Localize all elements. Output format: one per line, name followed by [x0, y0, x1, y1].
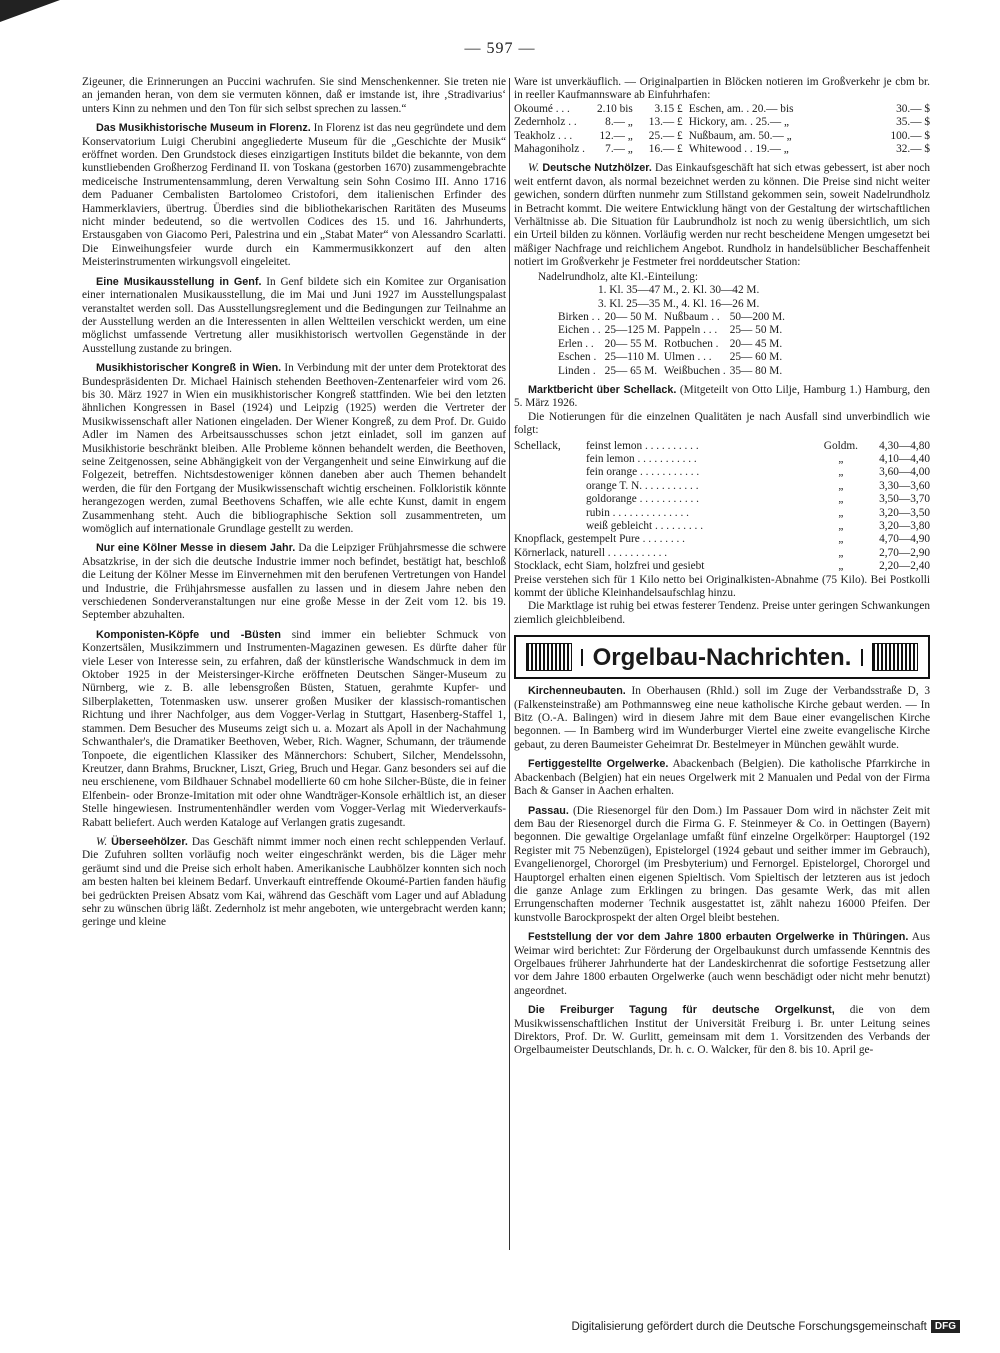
schellack-intro: Die Notierungen für die einzelnen Qualitäten je nach Ausfall sind unverbindlich wie folgt:: [514, 410, 930, 437]
laubholz-cell: Eichen . .: [558, 324, 601, 337]
schellack-quote: „: [838, 560, 844, 573]
wood-price-cell: Teakholz . . .: [514, 129, 573, 142]
schellack-price: 3,20—3,50: [879, 506, 930, 519]
article-thueringen: [514, 931, 930, 998]
laubholz-cell: 25— 65 M.: [604, 364, 658, 377]
schellack-row: [514, 480, 930, 493]
schellack-row: [514, 507, 930, 520]
schellack-table: [514, 440, 930, 574]
schellack-quality: rubin . . . . . . . . . . . . . .: [586, 506, 689, 519]
schellack-label: [514, 520, 586, 533]
schellack-label: Körnerlack, naturell . . . . . . . . . . .: [514, 546, 668, 559]
wood-price-cell: 7.— „: [605, 143, 633, 156]
page-corner-mark: [0, 0, 60, 22]
schellack-price: 4,10—4,40: [879, 452, 930, 465]
schellack-row: [514, 560, 930, 573]
wood-price-cell: Hickory, am. . 25.— „: [688, 116, 789, 129]
wood-price-cell: 3.15 £: [654, 102, 683, 115]
article-nutzhoelzer: [514, 162, 930, 269]
banner-title: Orgelbau-Nachrichten.: [581, 649, 864, 666]
schellack-label: Knopflack, gestempelt Pure . . . . . . . .: [514, 533, 685, 546]
text-thueringen: Aus Weimar wird berichtet: Zur Förderung der Orgelbaukunst durch umfassende Kenntnis des Orgelbaues früherer Jahrhunderte hat der Landeskirchenrat die sofortige Festsetzung aller vor dem Jahre 1800 erbauten Orgelwerke (auch wenn beschädigt oder nicht mehr benutzt) angeordnet.: [514, 931, 930, 997]
text-wien: In Verbindung mit der unter dem Protektorat des Bundespräsidenten Dr. Michael Hainisch stehenden Beethoven-Zentenarfeier wird vom 26. bis 30. März 1927 in Wien ein musikhistorischer Kongreß stattfinden. Wie bei den letzten ähnlichen Kongressen in Basel (1924) und Leipzig (1925) werden die Vertreter der Musikwissenschaft aller Nationen eingeladen. Der Wiener Kongreß, zu dem Prof. Dr. Guido Adler im Namen des Arbeitsausschusses schon jetzt einladet, soll im ganzen auf Musikhistorie beschränkt bleiben. Alle Probleme können behandelt werden, die Beethoven, seine Zeitgenossen, seine Abhängigkeit von der Vergangenheit und seine Einwirkung auf die Folgezeit, betreffen. Nichtsdestoweniger können daneben aber auch Themen behandelt werden, die für den Fortgang der Musikwissenschaft wichtig erscheinen. Folkloristik könnte herangezogen werden, zumal Beethovens Schaffen, wie alle echte Kunst, damit in engem Zusammenhang steht. Auch die bibliographische Sektion soll zusammentreten, um womöglich auf internationale Grundlage gestellt zu werden.: [82, 362, 507, 535]
heading-freiburg: Die Freiburger Tagung für deutsche Orgelkunst,: [528, 1004, 835, 1017]
heading-orgelwerke: Fertiggestellte Orgelwerke.: [528, 758, 669, 771]
schellack-label: [514, 480, 586, 493]
orgelbau-banner: [514, 635, 930, 679]
digitization-footer: [571, 1320, 960, 1333]
wood-price-cell: 30.— $: [896, 102, 930, 115]
nadel-title: Nadelrundholz, alte Kl.-Einteilung:: [538, 270, 698, 283]
schellack-quote: „: [838, 493, 844, 506]
laubholz-row: [558, 311, 789, 324]
text-ueberseehoelzer: Das Geschäft nimmt immer noch einen recht schleppenden Verlauf. Die Zufuhren sollten vorläufig noch weiter eingeschränkt werden, bis die Läger mehr geräumt sind und die Preise sich erholt haben. Amerikanische Laubhölzer konnten sich noch am besten halten bei kleinem Bedarf. Unverkauft eintreffende Okoumé-Partien fanden häufig bei gedrückten Preisen Absatz vom Kai, während das Geschäft vom Lager und auf Abladung sehr zu wünschen übrig läßt. Zedernholz ist mehr angeboten, wie untergebracht werden kann; geringe und kleine: [82, 835, 507, 929]
wood-price-row: [514, 116, 930, 129]
heading-florenz: Das Musikhistorische Museum in Florenz.: [96, 122, 311, 135]
schellack-after-1: Preise verstehen sich für 1 Kilo netto bei Originalkisten-Abnahme (75 Kilo). Bei Postkolli kommt der übliche Kleinhandelsaufschlag hinzu.: [514, 573, 930, 600]
schellack-quality: goldorange . . . . . . . . . . .: [586, 493, 699, 506]
article-koeln: [82, 542, 506, 622]
text-schellack: (Mitgeteilt von Otto Lilje, Hamburg 1.) Hamburg, den 5. März 1926.: [514, 383, 930, 410]
schellack-row: [514, 453, 930, 466]
schellack-label: Stocklack, echt Siam, holzfrei und gesiebt: [514, 560, 705, 573]
heading-ueberseehoelzer: Überseehölzer.: [111, 835, 188, 848]
laubholz-cell: 20— 55 M.: [604, 337, 658, 350]
nadel-line-2: 3. Kl. 25—35 M., 4. Kl. 16—26 M.: [598, 297, 760, 310]
article-schellack: [514, 384, 930, 411]
text-freiburg: die von dem Musikwissenschaftlichen Institut der Universität Freiburg i. Br. unter Leitung seines Direktors, Prof. Dr. W. Gurlitt, gemeinsam mit dem 1. Vorsitzenden des Verbands der Orgelbaumeister Deutschlands, Dr. h. c. O. Walcker, für den 8. bis 10. April ge-: [514, 1004, 930, 1057]
footer-text: Digitalisierung gefördert durch die Deutsche Forschungsgemeinschaft: [571, 1320, 927, 1333]
wood-price-row: [514, 143, 930, 156]
schellack-after-2: Die Marktlage ist ruhig bei etwas festerer Tendenz. Preise unter geringen Schwankungen ziemlich gleichbleibend.: [514, 600, 930, 626]
schellack-quote: „: [838, 466, 844, 479]
nadelholz-block: [538, 271, 930, 311]
dfg-logo: DFG: [931, 1320, 960, 1333]
schellack-quote: „: [838, 520, 844, 532]
nadel-line-1: 1. Kl. 35—47 M., 2. Kl. 30—42 M.: [598, 284, 760, 297]
wood-price-cell: Zedernholz . .: [514, 116, 577, 129]
wood-price-row: [514, 130, 930, 143]
schellack-price: 3,50—3,70: [879, 493, 930, 506]
heading-kirchenneubauten: Kirchenneubauten.: [528, 685, 626, 698]
page-number: — 597 —: [464, 40, 536, 57]
article-orgelwerke: [514, 758, 930, 798]
heading-wien: Musikhistorischer Kongreß in Wien.: [96, 362, 282, 375]
prefix-nutzhoelzer: W.: [528, 162, 540, 175]
schellack-quote: „: [838, 546, 844, 559]
schellack-quality: orange T. N. . . . . . . . . . .: [586, 479, 699, 492]
wood-price-cell: Okoumé . . .: [514, 102, 570, 115]
laubholz-cell: Pappeln . . .: [663, 324, 718, 337]
schellack-quality: weiß gebleicht . . . . . . . . .: [586, 520, 704, 532]
heading-genf: Eine Musikausstellung in Genf.: [96, 275, 262, 288]
schellack-quote: „: [838, 452, 844, 465]
laubholz-table: [558, 311, 789, 378]
banner-ornament-right-icon: [872, 643, 918, 671]
text-buesten: sind immer ein beliebter Schmuck von Konzertsälen, Musikzimmern und Instrumenten-Magazinen gewesen. Es dürfte daher für viele Leser von Interesse sein, zu erfahren, daß der künstlerische Wandschmuck in dem im Oktober 1925 in der Meistersinger-Kirche eröffneten Deutschen Sänger-Museum zu Nürnberg, wie z. B. alle lebensgroßen Büsten, Statuen, gerahmte Kupfer- und Silberplaketten, Totenmasken usw. unserer großen Musiker der klassisch-romantischen Richtung und ihrer Nachfolger, aus dem Vogger-Verlag in Stuttgart, Hasenberg-Staffel 1, stammen. Dem Besucher des Museums zeigt sich u. a. Mozart als Apoll in der Nachahmung Schwanthaler's, die Dramatiker Beethoven, Weber, Rich. Wagner, Schumann, der träumende Tonpoete, die eigentlichen Klassiker des Männerchors: Schubert, Silcher, Mendelssohn, Kreutzer, dann Brahms, Bruckner, Liszt, Grieg, Bruch und Hegar. Ganz besonders sei auf die neu erschienene, vom Bildhauer Schnabel modellierte 60 cm hohe Silcher-Büste, die in feiner Elfenbein- oder Bronze-Imitation mit oder ohne Wandträger-Konsole erhältlich ist, an dieser Stelle hingewiesen. Instrumentenhändler werden vom Vogger-Verlag mit Wiederverkaufs-Rabatt beliefert. Auch werden Kataloge auf Verlangen gratis zugesandt.: [82, 628, 507, 829]
laubholz-cell: 25— 60 M.: [729, 351, 783, 364]
text-florenz: In Florenz ist das neu gegründete und dem Konservatorium Luigi Cherubini angegliederte Museum für die „Geschichte der Musik“ eröffnet worden. Den Grundstock dieses einzigartigen Instituts bildet die bekannte, von dem kunstliebenden Großherzog Ferdinand II. von Toskana (gestorben 1670) zusammengebrachte mediceische Instrumentensammlung, deren Verwaltung sein Sohn Cosimo III. Anno 1716 dem Paduaner Cembalisten Bartolomeo Cristofori, dem italienischen Erfinder des Hammerklaviers, übertrug. Überdies sind die bibliothekarischen Raritäten des Museums nicht minder bedeutend, so die wertvollen Codices des 15. und 16. Jahrhunderts, Erstausgaben von Giacomo Peri, Palestrina und ein „Stabat Mater“ von Alessandro Scarlatti. Die Einweihungsfeier wurde durch ein Kammermusikkonzert auf den alten Meisterinstrumenten wirkungsvoll eingeleitet.: [82, 122, 507, 269]
right-column: [514, 76, 930, 1058]
schellack-quote: „: [838, 506, 844, 519]
schellack-quality: fein orange . . . . . . . . . . .: [586, 466, 700, 479]
laubholz-row: [558, 365, 789, 378]
wood-price-table: [514, 103, 930, 157]
intro-paragraph: Zigeuner, die Erinnerungen an Puccini wachrufen. Sie sind Menschenkenner. Sie treten nie an jemanden heran, von dem sie vermuten können, daß er imstande ist, ihre ‚Stradivarius‘ unters Kinn zu nehmen und den Ton für sich selbst sprechen zu lassen.“: [82, 76, 506, 115]
schellack-price: 4,30—4,80: [879, 439, 930, 452]
wood-price-cell: 35.— $: [896, 116, 930, 129]
wood-price-cell: Nußbaum, am. 50.— „: [688, 129, 792, 142]
article-kirchenneubauten: [514, 685, 930, 752]
text-koeln: Da die Leipziger Frühjahrsmesse die schwere Absatzkrise, in der sich die deutsche Industrie immer noch befindet, bestätigt hat, beschloß die Leitung der Kölner Messe im Einvernehmen mit den berufenen Vertretungen von Handel und Industrie, die Frühjahrsmesse ausfallen zu lassen und in diesem Jahre neben den verschiedenen Sonderveranstaltungen nur eine große Messe in der Zeit vom 12. bis 19. September abzuhalten.: [82, 542, 507, 622]
wood-price-cell: 32.— $: [896, 143, 930, 156]
laubholz-cell: Linden .: [558, 364, 596, 377]
schellack-label: [514, 507, 586, 520]
article-ueberseehoelzer: [82, 836, 506, 930]
heading-nutzhoelzer: Deutsche Nutzhölzer.: [542, 162, 652, 175]
schellack-price: 3,60—4,00: [879, 466, 930, 479]
article-passau: [514, 805, 930, 926]
schellack-row: [514, 533, 930, 546]
text-nutzhoelzer: Das Einkaufsgeschäft hat sich etwas gebessert, ist aber noch weit entfernt davon, als normal bezeichnet werden zu können. Die Preise sind nicht weiter gewichen, sondern dürften nunmehr zum Stillstand gekommen sein, soweit Nadelrundholz in Betracht kommt. Die weitere Entwicklung hängt von der Gestaltung der wirtschaftlichen Verhältnisse ab. Die Situation für Laubrundholz ist noch zu wenig übersichtlich, um sich ein Urteil bilden zu können. Vorläufig werden nur recht bescheidene Mengen umgesetzt bei mäßiger Nachfrage und reichlichem Angebot. Rundholz in handelsüblicher Beschaffenheit notiert im Großverkehr je Festmeter frei norddeutscher Station:: [514, 162, 931, 269]
laubholz-cell: 25— 50 M.: [729, 324, 783, 337]
schellack-price: 2,70—2,90: [879, 546, 930, 559]
laubholz-cell: 50—200 M.: [729, 310, 785, 323]
laubholz-cell: Nußbaum . .: [663, 310, 720, 323]
schellack-price: 3,30—3,60: [879, 479, 930, 492]
wood-price-cell: 100.— $: [890, 129, 930, 142]
schellack-label: Schellack,: [514, 439, 561, 452]
article-freiburg: [514, 1004, 930, 1058]
schellack-quote: „: [838, 479, 844, 492]
laubholz-cell: Birken . .: [558, 310, 601, 323]
schellack-row: [514, 547, 930, 560]
schellack-quote: Goldm.: [823, 439, 858, 452]
schellack-quality: fein lemon . . . . . . . . . . .: [586, 452, 697, 465]
wood-price-row: [514, 103, 930, 116]
heading-passau: Passau.: [528, 804, 569, 817]
wood-price-cell: Mahagoniholz .: [514, 143, 585, 156]
schellack-label: [514, 493, 586, 506]
wood-price-cell: 16.— £: [648, 143, 683, 156]
laubholz-cell: 25—125 M.: [604, 324, 660, 337]
column-rule: [509, 78, 510, 1250]
heading-koeln: Nur eine Kölner Messe in diesem Jahr.: [96, 542, 296, 555]
wood-price-cell: Whitewood . . 19.— „: [688, 143, 789, 156]
schellack-price: 4,70—4,90: [879, 533, 930, 546]
laubholz-cell: Eschen .: [558, 351, 597, 364]
left-column: [82, 76, 506, 930]
schellack-quote: „: [838, 533, 844, 546]
schellack-price: 3,20—3,80: [879, 520, 930, 532]
wood-price-cell: Eschen, am. . 20.— bis: [688, 102, 794, 115]
wood-price-cell: 12.— „: [599, 129, 633, 142]
laubholz-cell: 25—110 M.: [604, 351, 660, 364]
text-passau: (Die Riesenorgel für den Dom.) Im Passauer Dom wird in nächster Zeit mit dem Bau der Riesenorgel durch die Firma G. F. Steinmeyer & Co. in Oettingen (Bayern) begonnen. Die gewaltige Orgelanlage umfaßt fünf einzelne Orgelkörper: Hauptorgel (192 Register mit 75 Nebenzügen), Epistelorgel (1924 gebaut und seither immer im Gebrauch), Evangelienorgel, Chororgel (im Presbyterium) und Fernorgel. Epistelorgel, Chororgel und Hauptorgel erhalten einen eigenen Spieltisch. Vom Spieltisch der letzteren aus ist jedoch die ganze Anlage zum Erklingen zu bringen. Das gesamte Werk, das mit allen Errungenschaften moderner Technik ausgestattet ist, zählt nahezu 16000 Pfeifen. Der kunstvolle Barockprospekt der alten Orgel bleibt bestehen.: [514, 804, 930, 924]
laubholz-cell: 20— 45 M.: [729, 337, 783, 350]
heading-buesten: Komponisten-Köpfe und -Büsten: [96, 628, 281, 641]
schellack-row: [514, 466, 930, 479]
laubholz-row: [558, 351, 789, 364]
article-florenz: [82, 122, 506, 269]
text-kirchenneubauten: In Oberhausen (Rhld.) soll im Zuge der Verbandsstraße D, 3 (Falkensteinstraße) am Pothmannsweg eine neue katholische Kirche gebaut werden. — In Bitz (O.-A. Balingen) wird in diesem Jahre mit dem Baue einer evangelischen Kirche begonnen. — In Bamberg wird im Wunderburger Viertel eine zweite evangelische Kirche gebaut, zu deren Baumeister Geheimrat Dr. Bestelmeyer in München gewählt wurde.: [514, 685, 931, 751]
text-genf: In Genf bildete sich ein Komitee zur Organisation einer internationalen Musikausstellung, die im Mai und Juni 1927 im Ausstellungspalast veranstaltet werden soll. Das Ausstellungsreglement und die Bedingungen zur Teilnahme an der Ausstellung werden an die Interessenten in allen Weltteilen verschickt werden, um eine möglichst umfassende Vertretung aller musikhistorisch wertvollen Gegenstände in der Ausstellung zustande zu bringen.: [82, 275, 506, 355]
prefix-ueberseehoelzer: W.: [96, 835, 108, 848]
text-orgelwerke: Abackenbach (Belgien). Die katholische Pfarrkirche in Abackenbach (Belgien) hat ein neues Orgelwerk mit 2 Manualen und Pedal von der Firma Bach & Ganser in Aachen erhalten.: [514, 758, 931, 798]
article-genf: [82, 276, 506, 356]
schellack-label: [514, 453, 586, 466]
continuation-paragraph: Ware ist unverkäuflich. — Originalpartien in Blöcken notieren im Großverkehr je cbm br. in reeller Kaufmannsware ab Einfuhrhafen:: [514, 76, 930, 102]
laubholz-row: [558, 324, 789, 337]
wood-price-cell: 25.— £: [648, 129, 683, 142]
laubholz-row: [558, 338, 789, 351]
article-buesten: [82, 629, 506, 830]
laubholz-cell: Rotbuchen .: [663, 337, 719, 350]
laubholz-cell: 35— 80 M.: [729, 364, 783, 377]
wood-price-cell: 2.10 bis: [597, 102, 633, 115]
laubholz-cell: Erlen . .: [558, 337, 594, 350]
article-wien: [82, 362, 506, 536]
laubholz-cell: Weißbuchen .: [663, 364, 726, 377]
laubholz-cell: 20— 50 M.: [604, 310, 658, 323]
laubholz-cell: Ulmen . . .: [663, 351, 712, 364]
wood-price-cell: 8.— „: [605, 116, 633, 129]
banner-ornament-left-icon: [526, 643, 572, 671]
heading-schellack: Marktbericht über Schellack.: [528, 383, 677, 396]
schellack-row: [514, 520, 930, 533]
schellack-quality: feinst lemon . . . . . . . . . .: [586, 439, 699, 452]
schellack-price: 2,20—2,40: [879, 560, 930, 573]
schellack-label: [514, 466, 586, 479]
schellack-row: [514, 493, 930, 506]
schellack-row: [514, 440, 930, 453]
wood-price-cell: 13.— £: [648, 116, 683, 129]
heading-thueringen: Feststellung der vor dem Jahre 1800 erbauten Orgelwerke in Thüringen.: [528, 931, 909, 944]
